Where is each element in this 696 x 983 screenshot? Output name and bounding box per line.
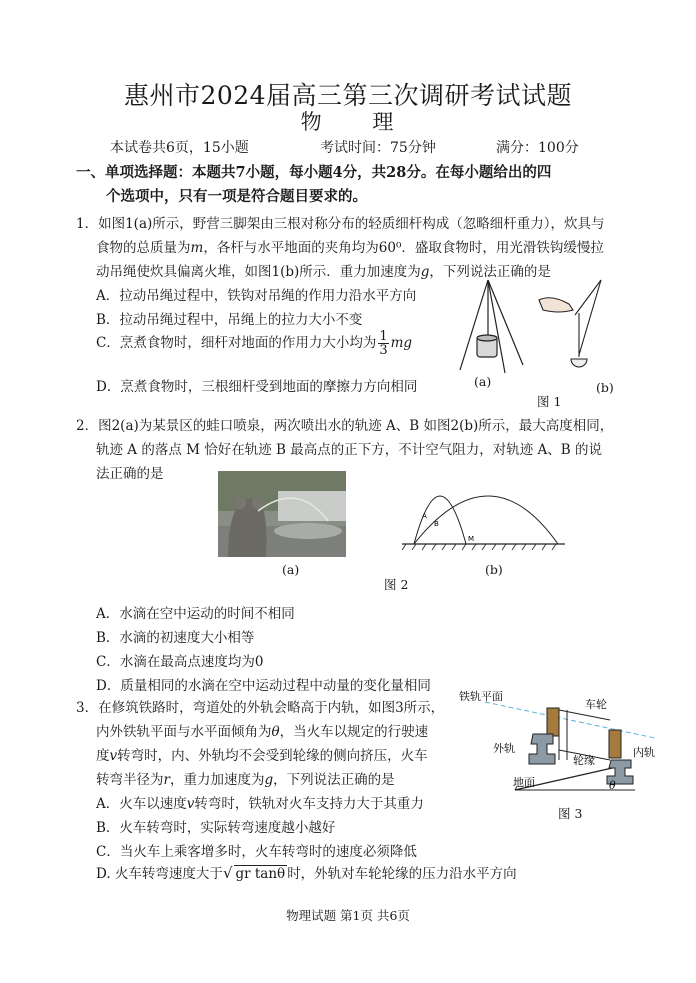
q2-option-d[interactable]: D．质量相同的水滴在空中运动过程中动量的变化量相同 xyxy=(96,678,431,694)
fountain-photo xyxy=(218,471,346,557)
figure-2b-trajectories xyxy=(400,478,570,553)
q3-stem-line4: 转弯半径为r，重力加速度为g，下列说法正确的是 xyxy=(96,772,395,788)
section1-heading-line1: 一、单项选择题：本题共7小题，每小题4分，共28分。在每小题给出的四 xyxy=(76,164,552,181)
label-flange: 轮缘 xyxy=(573,754,595,767)
info-score: 满分：100分 xyxy=(496,140,579,156)
fig2-label-a: (a) xyxy=(282,562,300,577)
q2-option-a[interactable]: A．水滴在空中运动的时间不相同 xyxy=(96,606,295,622)
q1-option-c[interactable]: C．烹煮食物时，细杆对地面的作用力大小均为 $\frac{1}{3}$ mg xyxy=(96,329,413,358)
label-rail-plane: 铁轨平面 xyxy=(459,690,503,703)
q1-stem-line1: 1．如图1(a)所示，野营三脚架由三根对称分布的轻质细杆构成（忽略细杆重力），炊具与 xyxy=(76,216,605,232)
info-time: 考试时间：75分钟 xyxy=(320,140,436,156)
q2-option-c[interactable]: C．水滴在最高点速度均为0 xyxy=(96,654,264,670)
fig1-label-b: (b) xyxy=(596,380,614,395)
q3-stem-line1: 3．在修筑铁路时，弯道处的外轨会略高于内轨，如图3所示， xyxy=(76,700,445,716)
label-ground: 地面 xyxy=(513,776,535,789)
fig1-label-a: (a) xyxy=(474,374,492,389)
q3-option-b[interactable]: B．火车转弯时，实际转弯速度越小越好 xyxy=(96,820,336,836)
q2-stem-line1: 2．图2(a)为某景区的蛙口喷泉，两次喷出水的轨迹 A、B 如图2(b)所示，最大高度相同， xyxy=(76,418,614,434)
label-outer-rail: 外轨 xyxy=(493,742,515,755)
q3-stem-line2: 内外铁轨平面与水平面倾角为θ，当火车以规定的行驶速 xyxy=(96,724,429,740)
fig3-caption: 图 3 xyxy=(558,806,583,821)
section1-heading-line2: 个选项中，只有一项是符合题目要求的。 xyxy=(106,188,367,205)
subject-title: 物 理 xyxy=(300,110,416,134)
page-footer: 物理试题 第1页 共6页 xyxy=(286,908,410,923)
q3-option-a[interactable]: A．火车以速度v转弯时，铁轨对火车支持力大于其重力 xyxy=(96,796,424,812)
label-car-wheel: 车轮 xyxy=(585,698,607,711)
q1-stem-line3: 动吊绳使炊具偏离火堆，如图1(b)所示．重力加速度为g，下列说法正确的是 xyxy=(96,264,551,280)
q1-stem-line2: 食物的总质量为m，各杆与水平地面的夹角均为60⁰．盛取食物时，用光滑铁钩缓慢拉 xyxy=(96,240,604,256)
tripod-drawing xyxy=(460,280,523,373)
page-title: 惠州市2024届高三第三次调研考试试题 xyxy=(123,81,573,110)
q1-option-a[interactable]: A．拉动吊绳过程中，铁钩对吊绳的作用力沿水平方向 xyxy=(96,288,417,304)
label-inner-rail: 内轨 xyxy=(633,746,655,759)
q1-option-b[interactable]: B．拉动吊绳过程中，吊绳上的拉力大小不变 xyxy=(96,312,363,328)
trajectory-a xyxy=(414,496,466,544)
label-theta: θ xyxy=(609,779,616,792)
figure-3-rail xyxy=(455,690,660,805)
q3-option-c[interactable]: C．当火车上乘客增多时，火车转弯时的速度必须降低 xyxy=(96,844,417,860)
fig1-caption: 图 1 xyxy=(537,394,562,409)
hook-drawing xyxy=(539,280,601,367)
q1-option-d[interactable]: D．烹煮食物时，三根细杆受到地面的摩擦力方向相同 xyxy=(96,379,418,395)
q3-stem-line3: 度v转弯时，内、外轨均不会受到轮缘的侧向挤压，火车 xyxy=(96,748,428,764)
q2-option-b[interactable]: B．水滴的初速度大小相等 xyxy=(96,630,255,646)
q3-option-d[interactable]: D. 火车转弯速度大于√ gr tanθ 时，外轨对车轮轮缘的压力沿水平方向 xyxy=(96,864,517,882)
q2-stem-line3: 法正确的是 xyxy=(96,466,164,482)
info-pages: 本试卷共6页，15小题 xyxy=(110,140,249,156)
fig2-label-b: (b) xyxy=(485,562,503,577)
fig2-caption: 图 2 xyxy=(384,577,409,592)
label-point-m: M xyxy=(468,535,475,543)
label-traj-a: A xyxy=(422,512,427,520)
q2-stem-line2: 轨迹 A 的落点 M 恰好在轨迹 B 最高点的正下方，不计空气阻力，对轨迹 A、B 的说 xyxy=(96,442,602,458)
label-traj-b: B xyxy=(434,520,439,528)
